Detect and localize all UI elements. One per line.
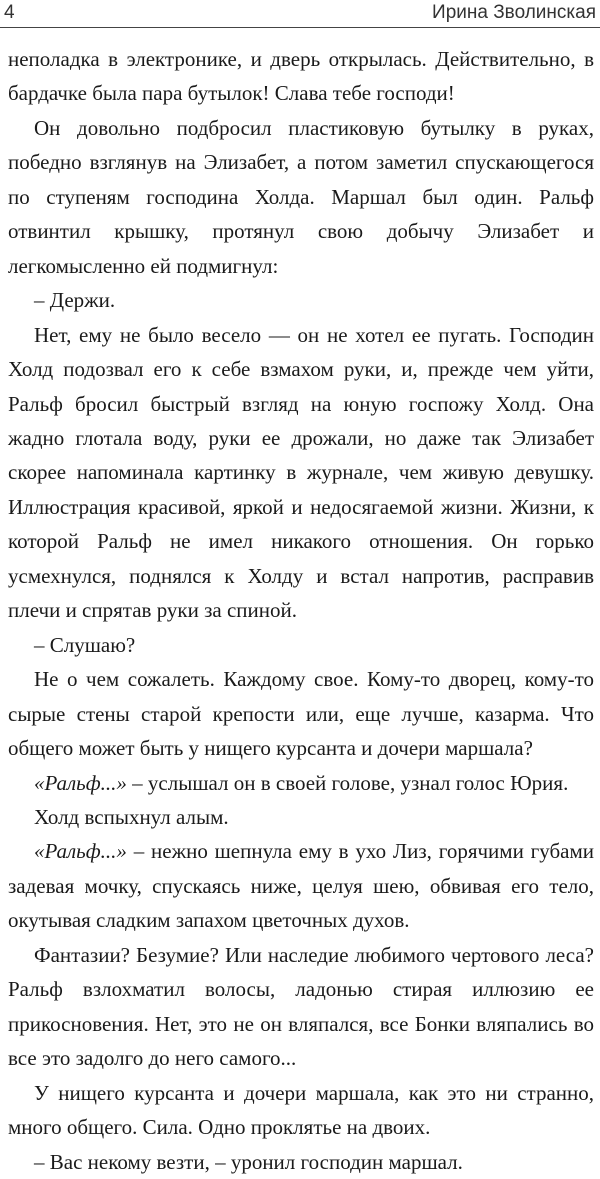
paragraph bbox=[8, 800, 594, 834]
header-rule bbox=[0, 27, 600, 28]
paragraph-text: неполадка в электронике, и дверь открылась. Действительно, в бардачке была пара бутылок! Слава тебе господи! bbox=[8, 47, 594, 106]
paragraph-text: Он довольно подбросил пластиковую бутылку в руках, победно взглянув на Элизабет, а потом заметил спускающегося по ступеням господина Холда. Маршал был один. Ральф отвинтил крышку, протянул свою добычу Элизабет и легкомысленно ей подмигнул: bbox=[8, 115, 594, 278]
paragraph bbox=[8, 1076, 594, 1145]
paragraph bbox=[8, 42, 594, 111]
paragraph bbox=[8, 318, 594, 628]
paragraph bbox=[8, 834, 594, 937]
paragraph-text: – Держи. bbox=[34, 288, 116, 313]
paragraph-text: Холд вспыхнул алым. bbox=[34, 804, 229, 829]
paragraph-text: У нищего курсанта и дочери маршала, как это ни странно, много общего. Сила. Одно проклятье на двоих. bbox=[8, 1080, 594, 1140]
paragraph-text: – Слушаю? bbox=[34, 632, 136, 657]
page-number: 4 bbox=[4, 2, 15, 23]
running-head-author: Ирина Зволинская bbox=[432, 2, 596, 23]
dialogue-line bbox=[8, 283, 594, 317]
paragraph-text: Фантазии? Безумие? Или наследие любимого чертового леса? Ральф взлохматил волосы, ладонью стирая иллюзию ее прикосновения. Нет, это не он вляпался, все Бонки вляпались во все это задолго до него самого... bbox=[8, 942, 594, 1071]
paragraph-text: – нежно шепнула ему в ухо Лиз, горячими губами задевая мочку, спускаясь ниже, целуя шею, обвивая его тело, окутывая сладким запахом цветочных духов. bbox=[8, 839, 594, 933]
paragraph-text: – Вас некому везти, – уронил господин маршал. bbox=[34, 1149, 463, 1174]
body-text bbox=[8, 42, 594, 1179]
page-header bbox=[0, 0, 600, 30]
paragraph-text: – услышал он в своей голове, узнал голос Юрия. bbox=[126, 770, 569, 795]
dialogue-line bbox=[8, 1145, 594, 1179]
paragraph-text: Нет, ему не было весело — он не хотел ее пугать. Господин Холд подозвал его к себе взмахом руки, и, прежде чем уйти, Ральф бросил быстрый взгляд на юную госпожу Холд. Она жадно глотала воду, руки ее дрожали, но даже так Элизабет скорее напоминала картинку в журнале, чем живую девушку. Иллюстрация красивой, яркой и недосягаемой жизни. Жизни, к которой Ральф не имел никакого отношения. Он горько усмехнулся, поднялся к Холду и встал напротив, расправив плечи и спрятав руки за спиной. bbox=[8, 322, 594, 623]
paragraph bbox=[8, 938, 594, 1076]
paragraph bbox=[8, 111, 594, 283]
paragraph-text: Не о чем сожалеть. Каждому свое. Кому-то дворец, кому-то сырые стены старой крепости или, еще лучше, казарма. Что общего может быть у нищего курсанта и дочери маршала? bbox=[8, 667, 594, 761]
paragraph bbox=[8, 662, 594, 765]
paragraph bbox=[8, 766, 594, 800]
dialogue-line bbox=[8, 628, 594, 662]
inner-voice-quote: «Ральф...» bbox=[34, 839, 127, 864]
inner-voice-quote: «Ральф...» bbox=[34, 770, 127, 795]
